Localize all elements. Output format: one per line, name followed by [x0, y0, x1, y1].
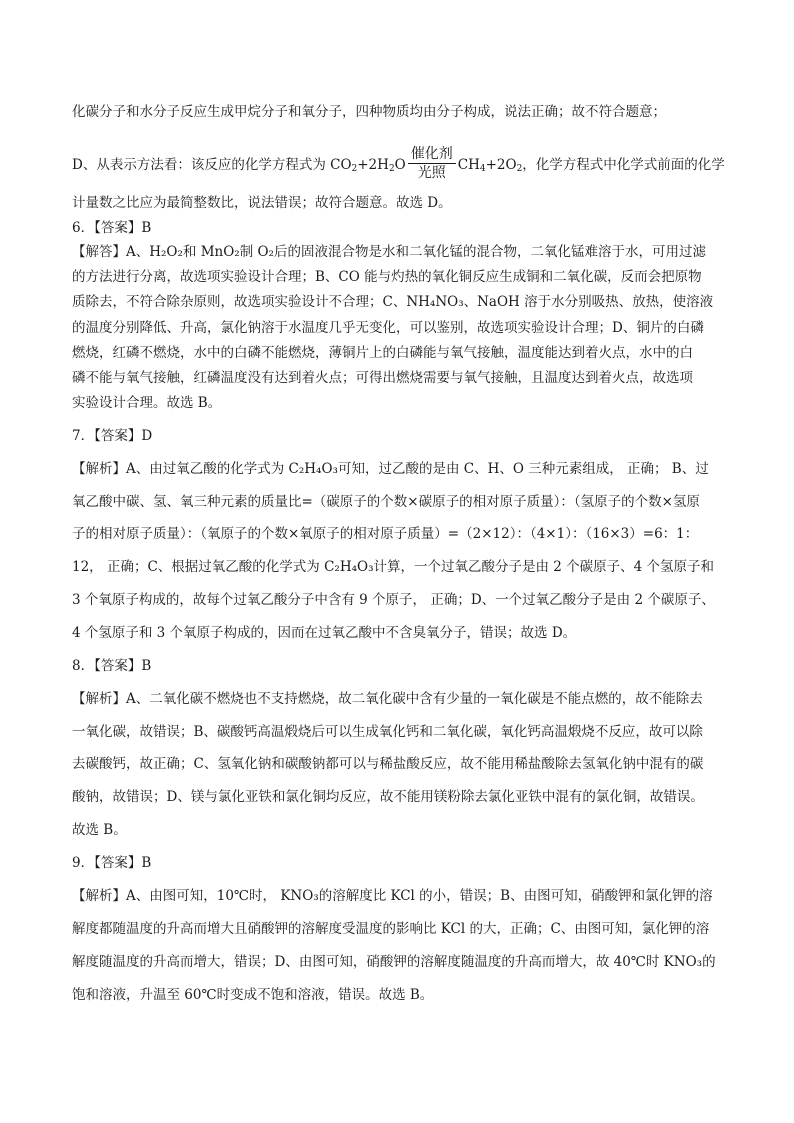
subscript: 4: [479, 164, 486, 174]
paragraph-line: 12， 正确；C、根据过氧乙酸的化学式为 C₂H₄O₃计算，一个过氧乙酸分子是由 2 个碳原子、4 个氢原子和: [72, 559, 715, 575]
paragraph-line: 故选 B。: [72, 822, 127, 838]
catalyst-label: 催化剂: [408, 145, 456, 164]
light-label: 光照: [417, 165, 446, 181]
paragraph-line: 质除去，不符合除杂原则，故选项实验设计不合理；C、NH₄NO₃、NaOH 溶于水分别吸热、放热，使溶液: [72, 294, 714, 310]
answer-heading: 6．【答案】B: [72, 220, 152, 236]
equation-text: O: [394, 157, 406, 173]
paragraph-line: 酸钠，故错误；D、镁与氯化亚铁和氯化铜均反应，故不能用镁粉除去氯化亚铁中混有的氯化铜，故错误。: [72, 789, 704, 805]
paragraph-line: 【解析】A、二氧化碳不燃烧也不支持燃烧，故二氧化碳中含有少量的一氧化碳是不能点燃的，故不能除去: [72, 691, 703, 707]
answer-heading: 9．【答案】B: [72, 855, 152, 871]
subscript: 2: [351, 164, 358, 174]
paragraph-line: 子的相对原子质量）：（氧原子的个数×氧原子的相对原子质量）=（2×12）：（4×1）：（16×3）=6：1：: [72, 526, 699, 542]
paragraph-line: 【解答】A、H₂O₂和 MnO₂制 O₂后的固液混合物是水和二氧化锰的混合物，二氧化锰难溶于水，可用过滤: [72, 244, 706, 260]
paragraph-line: 的方法进行分离，故选项实验设计合理；B、CO 能与灼热的氧化铜反应生成铜和二氧化碳，反而会把原物: [72, 269, 702, 285]
paragraph-line: 磷不能与氧气接触，红磷温度没有达到着火点；可得出燃烧需要与氧气接触，且温度达到着火点，故选项: [72, 370, 693, 386]
paragraph-line: 的温度分别降低、升高，氯化钠溶于水温度几乎无变化，可以鉴别，故选项实验设计合理；D、铜片的白磷: [72, 320, 704, 336]
paragraph-line: 一氧化碳，故错误；B、碳酸钙高温煅烧后可以生成氧化钙和二氧化碳，氧化钙高温煅烧不反应，故可以除: [72, 724, 703, 740]
answer-heading: 7．【答案】D: [72, 428, 153, 444]
paragraph-line: 4 个氢原子和 3 个氧原子构成的，因而在过氧乙酸中不含臭氧分子，错误；故选 D。: [72, 625, 577, 641]
paragraph-line: 解度随温度的升高而增大，错误；D、由图可知，硝酸钾的溶解度随温度的升高而增大，故 40℃时 KNO₃的: [72, 954, 716, 970]
paragraph-line: 【解析】A、由过氧乙酸的化学式为 C₂H₄O₃可知，过乙酸的是由 C、H、O 三种元素组成， 正确； B、过: [72, 461, 709, 477]
paragraph-line: 氧乙酸中碳、氢、氧三种元素的质量比=（碳原子的个数×碳原子的相对原子质量）：（氢原子的个数×氢原: [72, 494, 700, 510]
paragraph-line: 饱和溶液，升温至 60℃时变成不饱和溶液，错误。故选 B。: [72, 987, 434, 1003]
equation-text: D、从表示方法看：该反应的化学方程式为 CO: [72, 157, 352, 173]
paragraph-line: 去碳酸钙，故正确；C、氢氧化钠和碳酸钠都可以与稀盐酸反应，故不能用稀盐酸除去氢氧化钠中混有的碳: [72, 756, 704, 772]
equation-text: CH: [457, 157, 480, 173]
paragraph-line: 燃烧，红磷不燃烧，水中的白磷不能燃烧，薄铜片上的白磷能与氧气接触，温度能达到着火点，水中的白: [72, 345, 693, 361]
paragraph-line: 解度都随温度的升高而增大且硝酸钾的溶解度受温度的影响比 KCl 的大，正确；C、由图可知，氯化钾的溶: [72, 921, 710, 937]
subscript: 2: [388, 164, 395, 174]
paragraph-line: 化碳分子和水分子反应生成甲烷分子和氧分子，四种物质均由分子构成，说法正确；故不符合题意；: [72, 104, 666, 120]
subscript: 2: [516, 164, 523, 174]
equation-text: +2H: [357, 157, 389, 173]
answer-heading: 8．【答案】B: [72, 658, 152, 674]
equation-text: +2O: [485, 157, 517, 173]
equation-line: [72, 147, 732, 184]
paragraph-line: 【解析】A、由图可知，10℃时， KNO₃的溶解度比 KCl 的小，错误；B、由图可知，硝酸钾和氯化钾的溶: [72, 888, 713, 904]
paragraph-line: 3 个氧原子构成的，故每个过氧乙酸分子中含有 9 个原子， 正确；D、一个过氧乙酸分子是由 2 个碳原子、: [72, 592, 715, 608]
paragraph-line: 计量数之比应为最简整数比，说法错误；故符合题意。故选 D。: [72, 195, 452, 211]
reaction-condition: [408, 145, 456, 182]
paragraph-line: 实验设计合理。故选 B。: [72, 395, 222, 411]
equation-text: ，化学方程式中化学式前面的化学: [522, 157, 725, 173]
